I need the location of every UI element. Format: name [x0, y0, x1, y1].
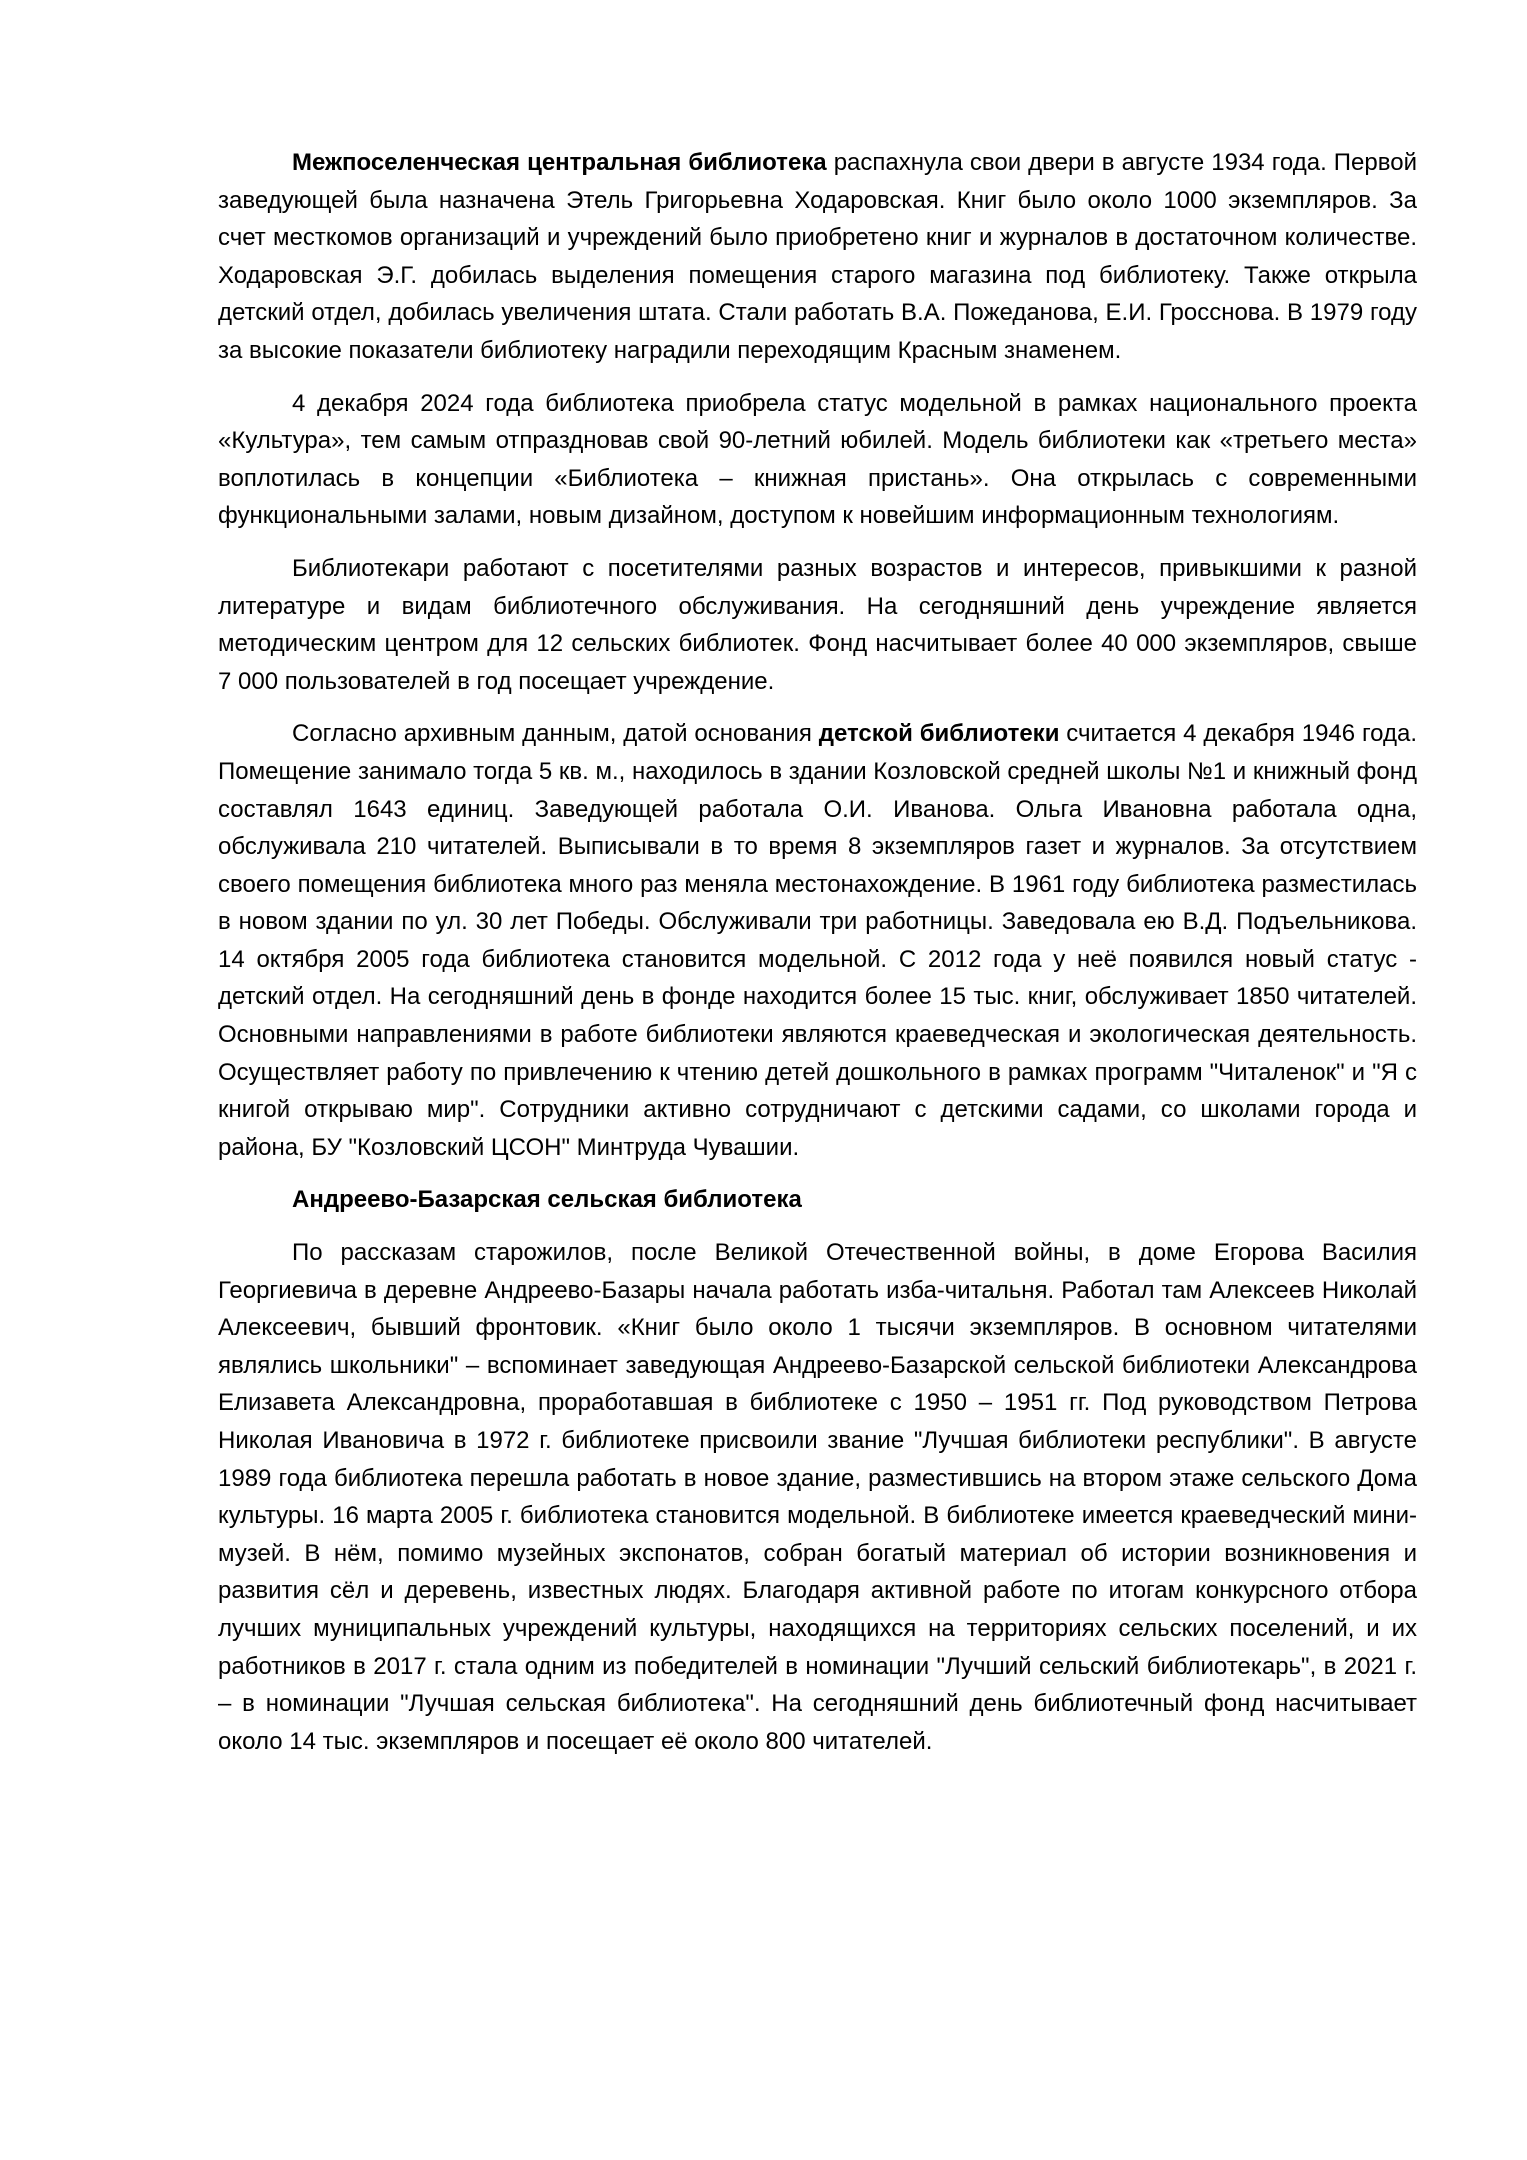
text-run: Андреево-Базарская сельская библиотека: [292, 1186, 802, 1214]
text-run: Межпоселенческая центральная библиотека: [292, 149, 827, 176]
paragraph: [218, 144, 1417, 370]
paragraph: [218, 1234, 1417, 1760]
text-run: распахнула свои двери в августе 1934 года. Первой заведующей была назначена Этель Григорьевна Ходаровская. Книг было около 1000 экземпляров. За счет месткомов организаций и учреждений было приобретено книг и журналов в достаточном количестве. Ходаровская Э.Г. добилась выделения помещения старого магазина под библиотеку. Также открыла детский отдел, добилась увеличения штата. Стали работать В.А. Пожеданова, Е.И. Гросснова. В 1979 году за высокие показатели библиотеку наградили переходящим Красным знаменем.: [218, 149, 1417, 364]
text-run: По рассказам старожилов, после Великой Отечественной войны, в доме Егорова Василия Георгиевича в деревне Андреево-Базары начала работать изба-читальня. Работал там Алексеев Николай Алексеевич, бывший фронтовик. «Книг было около 1 тысячи экземпляров. В основном читателями являлись школьники" – вспоминает заведующая Андреево-Базарской сельской библиотеки Александрова Елизавета Александровна, проработавшая в библиотеке с 1950 – 1951 гг. Под руководством Петрова Николая Ивановича в 1972 г. библиотеке присвоили звание "Лучшая библиотеки республики". В августе 1989 года библиотека перешла работать в новое здание, разместившись на втором этаже сельского Дома культуры. 16 марта 2005 г. библиотека становится модельной. В библиотеке имеется краеведческий мини-музей. В нём, помимо музейных экспонатов, собран богатый материал об истории возникновения и развития сёл и деревень, известных людях. Благодаря активной работе по итогам конкурсного отбора лучших муниципальных учреждений культуры, находящихся на территориях сельских поселений, и их работников в 2017 г. стала одним из победителей в номинации "Лучший сельский библиотекарь", в 2021 г. – в номинации "Лучшая сельская библиотека". На сегодняшний день библиотечный фонд насчитывает около 14 тыс. экземпляров и посещает её около 800 читателей.: [218, 1239, 1417, 1755]
text-run: детской библиотеки: [818, 720, 1060, 748]
text-run: Согласно архивным данным, датой основания: [292, 720, 819, 748]
text-run: 4 декабря 2024 года библиотека приобрела статус модельной в рамках национального проекта «Культура», тем самым отпраздновав свой 90-летний юбилей. Модель библиотеки как «третьего места» воплотилась в концепции «Библиотека – книжная пристань». Она открылась с современными функциональными залами, новым дизайном, доступом к новейшим информационным технологиям.: [218, 389, 1417, 530]
section-heading: [218, 1181, 1417, 1219]
paragraph: [218, 385, 1417, 535]
paragraph: [218, 715, 1417, 1166]
text-run: считается 4 декабря 1946 года. Помещение занимало тогда 5 кв. м., находилось в здании Козловской средней школы №1 и книжный фонд составлял 1643 единиц. Заведующей работала О.И. Иванова. Ольга Ивановна работала одна, обслуживала 210 читателей. Выписывали в то время 8 экземпляров газет и журналов. За отсутствием своего помещения библиотека много раз меняла местонахождение. В 1961 году библиотека разместилась в новом здании по ул. 30 лет Победы. Обслуживали три работницы. Заведовала ею В.Д. Подъельникова. 14 октября 2005 года библиотека становится модельной. С 2012 года у неё появился новый статус - детский отдел. На сегодняшний день в фонде находится более 15 тыс. книг, обслуживает 1850 читателей. Основными направлениями в работе библиотеки являются краеведческая и экологическая деятельность. Осуществляет работу по привлечению к чтению детей дошкольного в рамках программ "Читаленок" и "Я с книгой открываю мир". Сотрудники активно сотрудничают с детскими садами, со школами города и района, БУ "Козловский ЦСОН" Минтруда Чувашии.: [218, 720, 1418, 1161]
paragraph: [218, 550, 1417, 700]
text-run: Библиотекари работают с посетителями разных возрастов и интересов, привыкшими к разной литературе и видам библиотечного обслуживания. На сегодняшний день учреждение является методическим центром для 12 сельских библиотек. Фонд насчитывает более 40 000 экземпляров, свыше 7 000 пользователей в год посещает учреждение.: [218, 554, 1417, 695]
